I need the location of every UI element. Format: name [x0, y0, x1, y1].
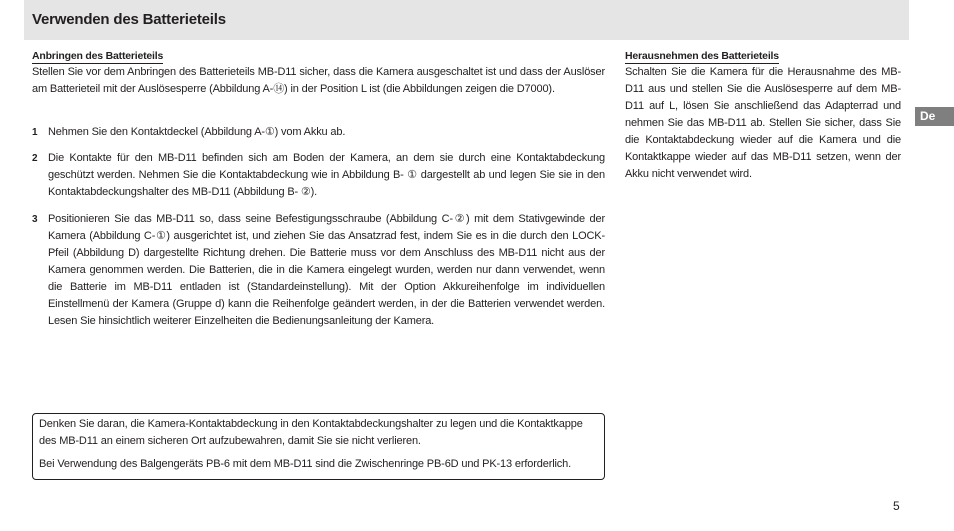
page-title: Verwenden des Batterieteils: [32, 11, 226, 28]
header-band: [24, 0, 909, 40]
step-text: Die Kontakte für den MB-D11 befinden sich am Boden der Kamera, an dem sie durch eine Kontaktabdeckung geschützt werden. Nehmen Sie die Kontaktabdeckung wie in Abbildung B- ① dargestellt ab und legen Sie sie in den Kontaktabdeckungshalter des MB-D11 (Abbildung B- ②).: [48, 152, 605, 198]
left-intro-text: Stellen Sie vor dem Anbringen des Batterieteils MB-D11 sicher, dass die Kamera ausgeschaltet ist und dass der Auslöser am Batterieteil mit der Auslösesperre (Abbildung A-⑭) in der Position L ist (die Abbildungen zeigen die D7000).: [32, 66, 605, 95]
language-tab: De: [915, 107, 954, 126]
step-number: 3: [32, 214, 38, 225]
step-2: [32, 150, 605, 201]
step-number: 2: [32, 153, 38, 164]
left-section-heading: Anbringen des Batterieteils: [32, 50, 164, 62]
note-box: [32, 413, 605, 480]
note-paragraph-2: Bei Verwendung des Balgengeräts PB-6 mit dem MB-D11 sind die Zwischenringe PB-6D und PK-13 erforderlich.: [39, 458, 572, 470]
step-text: Nehmen Sie den Kontaktdeckel (Abbildung A-①) vom Akku ab.: [48, 126, 346, 138]
step-text: Positionieren Sie das MB-D11 so, dass seine Befestigungsschraube (Abbildung C-②) mit dem Stativgewinde der Kamera (Abbildung C-①) ausgerichtet ist, und ziehen Sie das Ansatzrad fest, indem Sie es in die durch den LOCK-Pfeil (Abbildung D) dargestellte Richtung drehen. Die Batterie muss vor dem Anschluss des MB-D11 nicht aus der Kamera genommen werden. Die Batterien, die in die Kamera eingelegt wurden, werden nur dann verwendet, wenn die Batterie im MB-D11 entladen ist (Standardeinstellung). Mit der Option Akkureihenfolge im individuellen Einstellmenü der Kamera (Gruppe d) kann die Reihenfolge geändert werden, in der die Batterien verwendet werden. Lesen Sie hinsichtlich weiterer Einzelheiten die Bedienungsanleitung der Kamera.: [48, 213, 605, 327]
page-number: 5: [893, 499, 900, 513]
note-paragraph-1: Denken Sie daran, die Kamera-Kontaktabdeckung in den Kontaktabdeckungshalter zu legen und die Kontaktkappe des MB-D11 an einem sicheren Ort aufzubewahren, damit Sie sie nicht verlieren.: [39, 418, 583, 447]
right-body-text: Schalten Sie die Kamera für die Herausnahme des MB-D11 aus und stellen Sie die Auslösesperre auf dem MB-D11 auf L, lösen Sie anschließend das Adapterrad und nehmen Sie das MB-D11 ab. Stellen Sie sicher, dass Sie die Kontaktabdeckung wieder auf die Kamera und die Kontaktkappe wieder auf das MB-D11 setzen, wenn der Akku nicht verwendet wird.: [625, 66, 901, 180]
right-section-heading: Herausnehmen des Batterieteils: [625, 50, 779, 62]
step-1: [32, 124, 605, 141]
step-3: [32, 211, 605, 330]
step-number: 1: [32, 127, 38, 138]
